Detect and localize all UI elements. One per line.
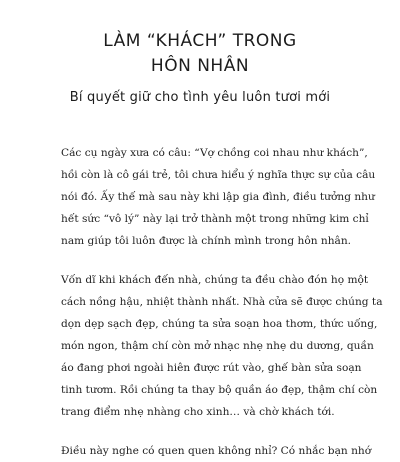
text-line: Điều này nghe có quen quen không nhỉ? Có nhắc bạn nhớ — [61, 445, 372, 457]
text-line: món ngon, thậm chí còn mở nhạc nhẹ nhẹ du dương, quần — [61, 340, 374, 352]
chapter-subtitle: Bí quyết giữ cho tình yêu luôn tươi mới — [69, 90, 331, 105]
text-line: trang điểm nhẹ nhàng cho xinh… và chờ khách tới. — [61, 406, 335, 418]
text-line: hết sức “vô lý” này lại trở thành một trong những kim chỉ — [61, 213, 369, 225]
text-line: cách nồng hậu, nhiệt thành nhất. Nhà cửa sẽ được chúng ta — [61, 296, 383, 308]
text-line: áo đang phơi ngoài hiên được rút vào, ghế bàn sửa soạn — [61, 362, 362, 374]
chapter-title-line-1: LÀM “KHÁCH” TRONG — [103, 31, 297, 51]
body-text — [61, 142, 383, 462]
text-line: Các cụ ngày xưa có câu: “Vợ chồng coi nhau như khách”, — [61, 147, 368, 159]
text-line: dọn dẹp sạch đẹp, chúng ta sửa soạn hoa thơm, thức uống, — [61, 318, 378, 330]
paragraph-1 — [61, 142, 376, 252]
paragraph-3 — [61, 440, 372, 462]
text-line: hồi còn là cô gái trẻ, tôi chưa hiểu ý nghĩa thực sự của câu — [61, 169, 376, 181]
text-line: tinh tươm. Rồi chúng ta thay bộ quần áo đẹp, thậm chí còn — [61, 384, 378, 396]
paragraph-spacer — [61, 252, 361, 269]
text-line: nói đó. Ấy thế mà sau này khi lập gia đình, điều tưởng như — [61, 191, 375, 203]
paragraph-2 — [61, 269, 383, 423]
paragraph-spacer — [61, 423, 361, 440]
chapter-title-line-2: HÔN NHÂN — [150, 56, 250, 76]
text-line: Vốn dĩ khi khách đến nhà, chúng ta đều chào đón họ một — [61, 274, 369, 286]
text-line: nam giúp tôi luôn được là chính mình trong hôn nhân. — [61, 235, 352, 247]
